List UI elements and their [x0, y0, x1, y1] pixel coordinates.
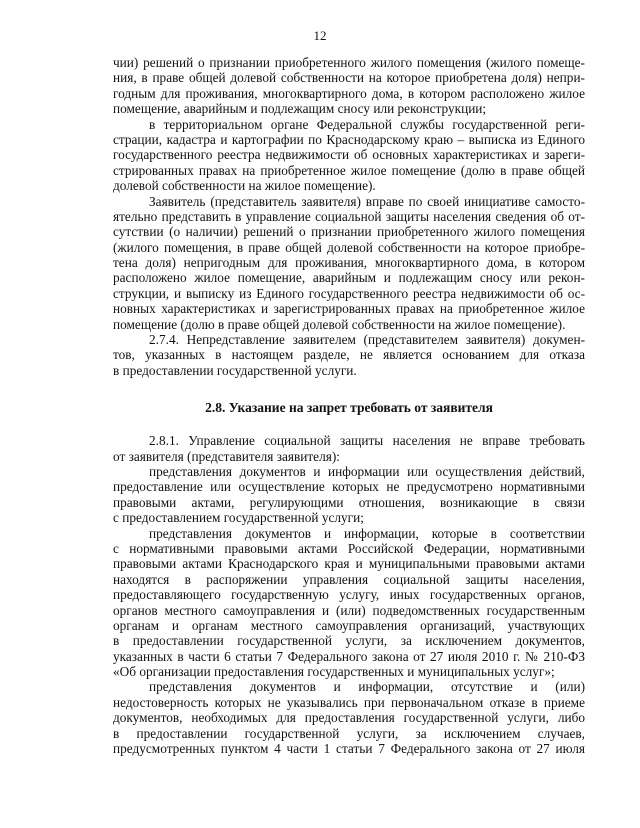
text-line: Заявитель (представитель заявителя) вправе по своей инициативе самосто-	[149, 193, 585, 209]
text-line: годным для проживания, многоквартирного дома, в котором расположено жилое	[113, 85, 585, 101]
text-line: от заявителя (представителя заявителя):	[113, 448, 340, 464]
paragraph-continuation	[113, 55, 585, 117]
text-line: предусмотренных пунктом 4 части 1 статьи 7 Федерального закона от 27 июля	[113, 741, 585, 757]
paragraph-list-item-3	[113, 679, 585, 756]
text-line: с предоставлением государственной услуги;	[113, 510, 364, 526]
text-line: в предоставлении государственной услуги.	[113, 362, 357, 378]
paragraph-rosreestr	[113, 117, 585, 194]
spacer	[113, 378, 585, 400]
text-line: в предоставлении государственной услуги, за исключением случаев,	[113, 725, 585, 741]
text-line: (жилого помещения, в праве общей долевой собственности на которое приобре-	[113, 239, 585, 255]
text-line: помещение, аварийным и подлежащим сносу или реконструкции;	[113, 101, 487, 117]
text-line: сутствии (о наличии) решений о признании приобретенного жилого помещения	[113, 224, 585, 240]
text-line: представления документов и информации, отсутствие и (или)	[149, 679, 585, 695]
text-line: помещение (долю в праве общей долевой собственности на жилое помещение).	[113, 316, 566, 332]
spacer	[113, 416, 585, 433]
text-line: недостоверность которых не указывались при первоначальном отказе в приеме	[113, 694, 585, 710]
text-line: ятельно представить в управление социальной защиты населения сведения об от-	[113, 208, 585, 224]
text-line: органам и органам местного самоуправления организаций, участвующих	[113, 617, 585, 633]
text-line: новных характеристиках и зарегистрированных правах на приобретенное жилое	[113, 301, 585, 317]
text-line: с нормативными правовыми актами Российской Федерации, нормативными	[113, 540, 585, 556]
text-line: предоставляющего государственную услугу, иных государственных органов,	[113, 587, 585, 603]
text-line: чии) решений о признании приобретенного жилого помещения (жилого помеще-	[113, 55, 585, 70]
text-line: предоставление или осуществление которых не предусмотрено нормативными	[113, 479, 585, 495]
text-line: страции, кадастра и картографии по Краснодарскому краю – выписка из Единого	[113, 131, 585, 147]
text-line: в территориальном органе Федеральной службы государственной реги-	[149, 116, 585, 132]
paragraph-applicant-right	[113, 194, 585, 333]
text-line: представления документов и информации или осуществления действий,	[149, 463, 585, 479]
paragraph-list-item-1	[113, 464, 585, 526]
text-line: находятся в распоряжении управления социальной защиты населения,	[113, 571, 585, 587]
text-line: 2.8.1. Управление социальной защиты населения не вправе требовать	[149, 433, 585, 449]
page-number: 12	[313, 28, 327, 43]
text-line: расположено жилое помещение, аварийным и подлежащим сносу или рекон-	[113, 270, 585, 286]
text-line: стрированных правах на приобретенное жилое помещение (долю в праве общей	[113, 162, 585, 178]
document-body	[113, 55, 585, 756]
text-line: 2.7.4. Непредставление заявителем (представителем заявителя) докумен-	[149, 332, 585, 348]
text-line: ния, в праве общей долевой собственности на которое приобретена доля) непри-	[113, 70, 585, 86]
paragraph-2-7-4	[113, 332, 585, 378]
text-line: документов, необходимых для предоставления государственной услуги, либо	[113, 710, 585, 726]
section-heading: 2.8. Указание на запрет требовать от заявителя	[205, 400, 493, 416]
text-line: правовыми актами Краснодарского края и муниципальными правовыми актами	[113, 556, 585, 572]
text-line: государственного реестра недвижимости об основных характеристиках и зареги-	[113, 147, 585, 163]
text-line: долевой собственности на жилое помещение).	[113, 178, 376, 194]
text-line: «Об организации предоставления государственных и муниципальных услуг»;	[113, 664, 555, 680]
text-line: тов, указанных в настоящем разделе, не является основанием для отказа	[113, 347, 585, 363]
text-line: струкции, и выписку из Единого государственного реестра недвижимости об ос-	[113, 285, 585, 301]
text-line: тена доля) непригодным для проживания, многоквартирного дома, в котором	[113, 255, 585, 271]
text-line: указанных в части 6 статьи 7 Федерального закона от 27 июля 2010 г. № 210-ФЗ	[113, 648, 585, 664]
paragraph-2-8-1	[113, 433, 585, 464]
text-line: правовыми актами, регулирующими отношения, возникающие в связи	[113, 494, 585, 510]
text-line: органов местного самоуправления и (или) подведомственных государственным	[113, 602, 585, 618]
text-line: представления документов и информации, которые в соответствии	[149, 525, 585, 541]
paragraph-list-item-2	[113, 526, 585, 680]
text-line: в предоставлении государственной услуги, за исключением документов,	[113, 633, 585, 649]
